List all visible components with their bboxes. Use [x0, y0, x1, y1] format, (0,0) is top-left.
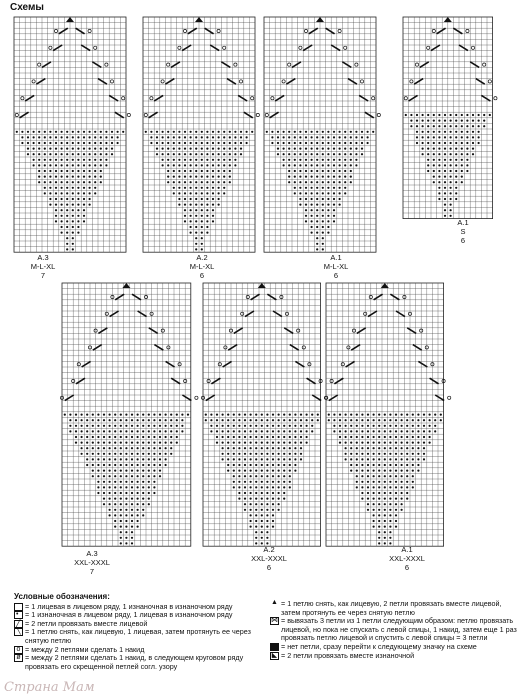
- sk2p-marker: [66, 17, 74, 22]
- dot-square-icon: [14, 611, 23, 619]
- chart-label-a1-s: [433, 218, 493, 245]
- legend-text: = 2 петли провязать вместе изнаночной: [281, 650, 415, 660]
- legend-left: [14, 593, 272, 671]
- slash-right-icon: ╱: [14, 620, 23, 628]
- filled-square-icon: [270, 643, 279, 651]
- legend-item-ssk: [14, 628, 272, 645]
- chart-label-a2-xxl: [239, 545, 299, 572]
- chart-grid-1: [14, 17, 130, 252]
- chart-label-id: A.3: [86, 549, 98, 558]
- chart-label-count: 6: [333, 271, 339, 280]
- sk2p-marker: [195, 17, 203, 22]
- triangle-icon: ▲: [271, 599, 278, 606]
- chart-grid-2: [143, 17, 259, 252]
- chart-label-id: A.2: [263, 545, 275, 554]
- legend-right: [270, 600, 520, 660]
- chart-grid-3: [264, 17, 380, 252]
- legend-text: = вывязать 3 петли из 1 петли следующим образом: петлю провязать лицевой, но пока не спускать с левой спицы, 1 накид, затем еще 1 раз провязать петлю лицевой и спустить с левой спицы = 3 петли: [281, 616, 517, 643]
- chart-grid-6: [201, 283, 327, 546]
- twisted-circle-icon: ø: [14, 654, 23, 662]
- legend-text: = 1 изнаночная в лицевом ряду, 1 лицевая в изнаночном ряду: [25, 610, 233, 620]
- watermark-logo: Страна Мам: [4, 680, 95, 695]
- legend-item-p2tog: [270, 652, 520, 661]
- chart-label-a3-xxl: [62, 549, 122, 576]
- chart-label-count: 7: [89, 567, 95, 576]
- chart-label-a1-xxl: [377, 545, 437, 572]
- empty-square-icon: [14, 603, 23, 611]
- sk2p-marker: [316, 17, 324, 22]
- chart-grid-4: [403, 17, 497, 219]
- chart-label-size: XXL-XXXL: [74, 558, 110, 567]
- legend-item-yo-twisted: [14, 654, 272, 671]
- chart-label-count: 6: [460, 236, 466, 245]
- chart-label-id: A.1: [401, 545, 413, 554]
- legend-text: = между 2 петлями сделать 1 накид: [25, 644, 145, 654]
- legend-item-k1yok1: [270, 617, 520, 643]
- chart-label-size: M-L-XL: [30, 262, 56, 271]
- chart-label-id: A.2: [196, 253, 208, 262]
- chart-label-id: A.3: [37, 253, 49, 262]
- legend-text: = между 2 петлями сделать 1 накид, в следующем круговом ряду провязать его скрещенной петлей согл. узору: [25, 653, 244, 671]
- chart-label-count: 7: [40, 271, 46, 280]
- legend-text: = 1 лицевая в лицевом ряду, 1 изнаночная в изнаночном ряду: [25, 601, 233, 611]
- chart-label-id: A.1: [330, 253, 342, 262]
- half-triangle-icon: ◣: [271, 651, 278, 659]
- circle-icon: o: [14, 646, 23, 654]
- chart-grid-5: [60, 283, 198, 546]
- slash-left-icon: ╲: [14, 628, 23, 636]
- page-title: Схемы: [10, 2, 44, 13]
- chart-label-size: M-L-XL: [189, 262, 215, 271]
- legend-text: = нет петли, сразу перейти к следующему значку на схеме: [281, 641, 477, 651]
- legend-text: = 1 петлю снять, как лицевую, 1 лицевая, затем протянуть ее через снятую петлю: [25, 627, 251, 645]
- chart-label-a2-mlxl: [172, 253, 232, 280]
- chart-label-a3-mlxl: [13, 253, 73, 280]
- legend-text: = 2 петли провязать вместе лицевой: [25, 618, 148, 628]
- chart-label-a1-mlxl: [306, 253, 366, 280]
- legend-item-sk2p: [270, 600, 520, 617]
- chart-label-size: XXL-XXXL: [389, 554, 425, 563]
- chart-label-count: 6: [404, 563, 410, 572]
- chart-label-size: XXL-XXXL: [251, 554, 287, 563]
- legend-text: = 1 петлю снять, как лицевую, 2 петли провязать вместе лицевой, затем протянуть ее через снятую петлю: [281, 599, 502, 617]
- legend-heading: Условные обозначения:: [14, 592, 110, 601]
- chart-label-size: M-L-XL: [323, 262, 349, 271]
- sk2p-marker: [444, 17, 452, 22]
- chart-label-size: S: [460, 227, 466, 236]
- chart-label-count: 6: [199, 271, 205, 280]
- bowtie-icon: ⋈: [271, 617, 278, 625]
- chart-grid-7: [324, 283, 450, 546]
- chart-label-id: A.1: [457, 218, 469, 227]
- chart-label-count: 6: [266, 563, 272, 572]
